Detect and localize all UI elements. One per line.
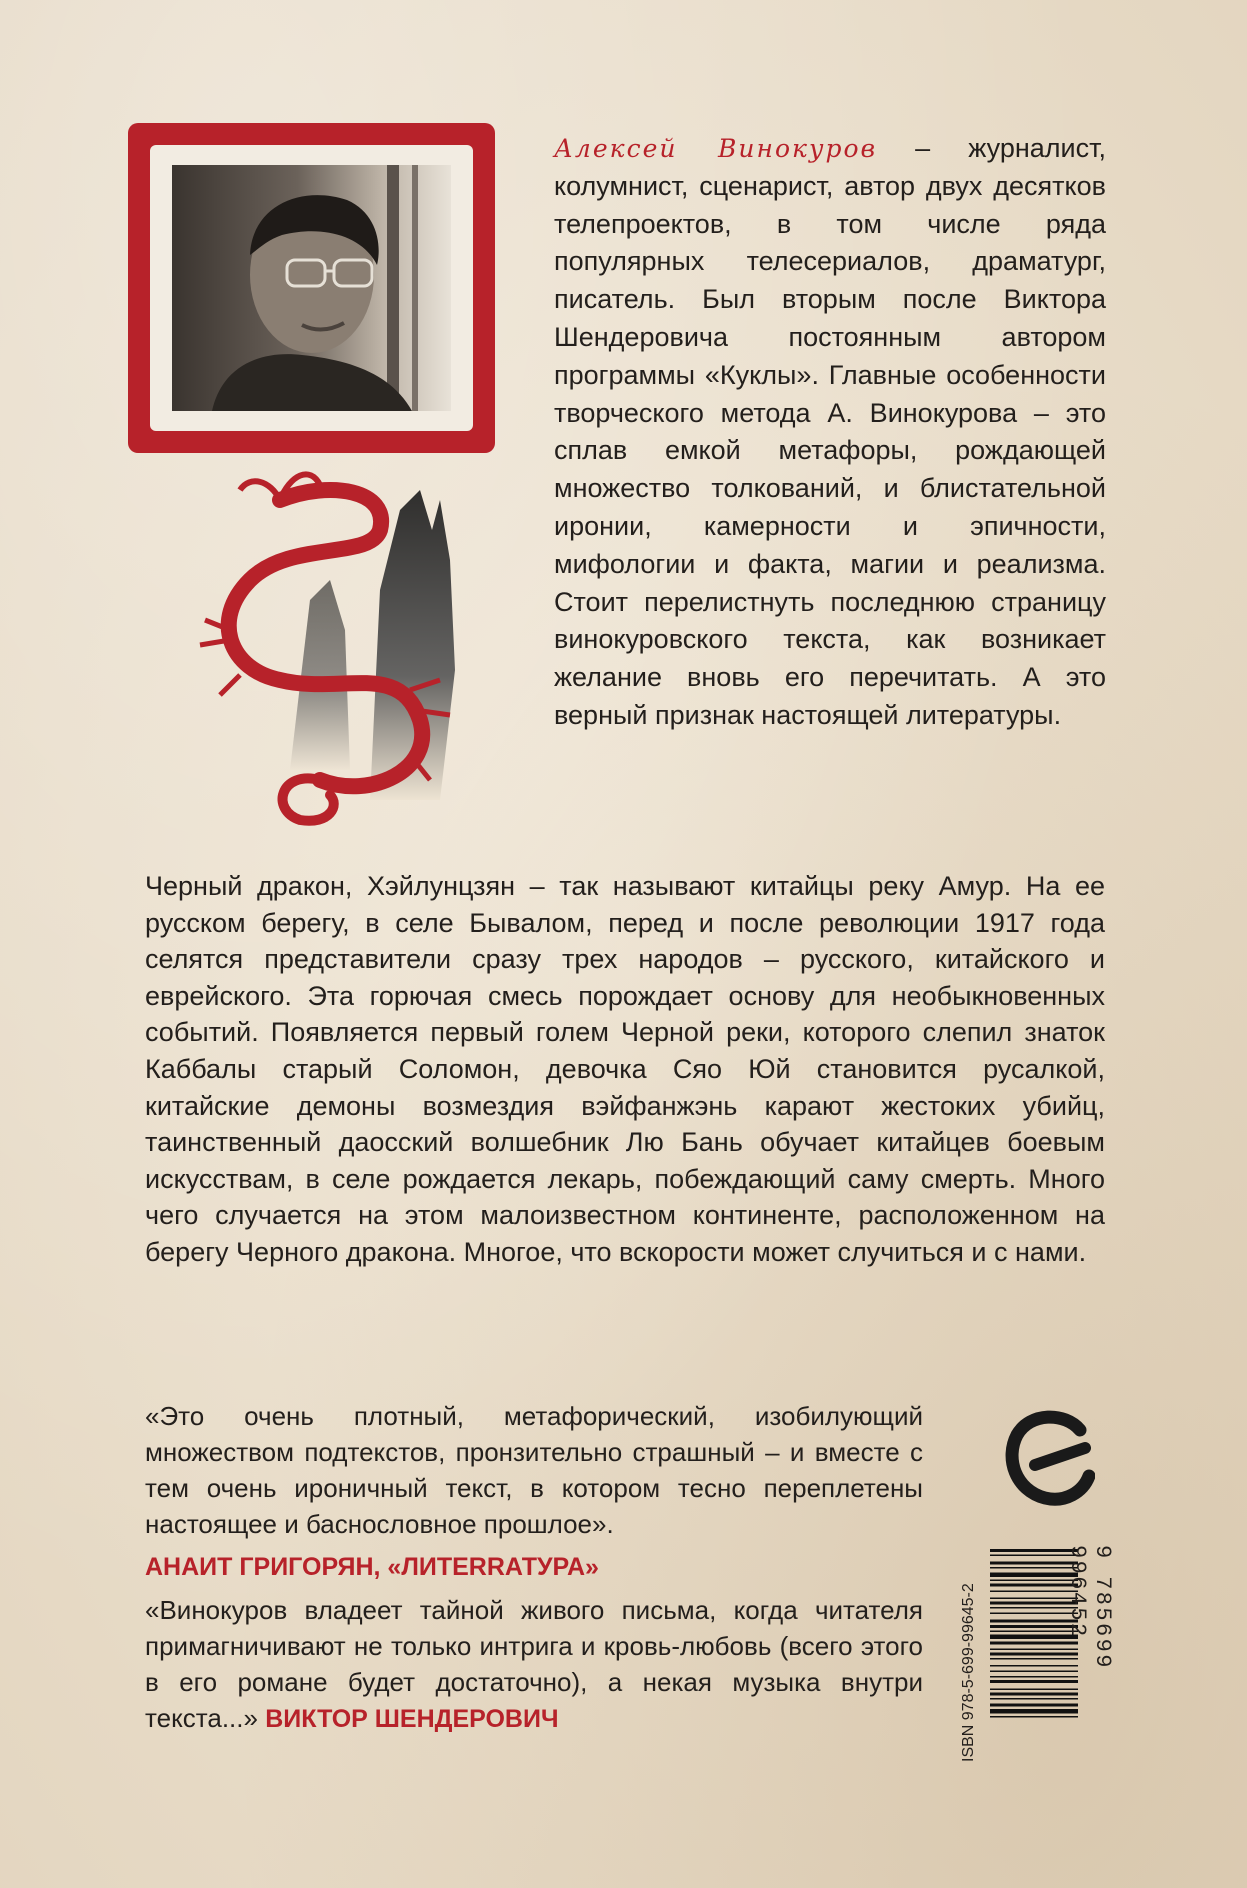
- barcode-bar: [990, 1689, 1078, 1691]
- author-name: Алексей Винокуров: [554, 134, 878, 163]
- barcode-bar: [990, 1665, 1078, 1667]
- author-photo-frame: [128, 123, 495, 453]
- barcode-bar: [990, 1716, 1078, 1718]
- review-quote-1-source: АНАИТ ГРИГОРЯН, «ЛИТЕRRАТУРА»: [145, 1553, 599, 1581]
- barcode-bar: [990, 1709, 1078, 1714]
- red-dragon-icon: [170, 470, 500, 830]
- author-bio-text: – журналист, колумнист, сценарист, автор двух десятков телепроектов, в том числе ряда популярных телесериалов, драматург, писатель. Был вторым после Виктора Шендеровича постоянным автором программы «Куклы». Главные особенности творческого метода А. Винокурова – это сплав емкой метафоры, рождающей множество толкований, и блистательной иронии, камерности и эпичности, мифологии и факта, магии и реализма. Стоит перелистнуть последнюю страницу винокуровского текста, как возникает желание вновь его перечитать. А это верный признак настоящей литературы.: [554, 133, 1106, 730]
- barcode-bar: [990, 1658, 1078, 1660]
- barcode-bar: [990, 1704, 1078, 1707]
- author-bio: [554, 130, 1106, 735]
- barcode-bar: [990, 1671, 1078, 1673]
- review-quote-1: «Это очень плотный, метафорический, изобилующий множеством подтекстов, пронзительно страшный – и вместе с тем очень ироничный текст, в котором тесно переплетены настоящее и баснословное прошлое».: [145, 1401, 923, 1539]
- isbn-label: ISBN 978-5-699-99645-2: [960, 1583, 977, 1762]
- barcode-bar: [990, 1698, 1078, 1700]
- eksmo-logo-icon: [1005, 1410, 1095, 1510]
- author-photo: [172, 165, 451, 411]
- barcode-digits: 9 785699 996452: [1065, 1545, 1115, 1670]
- barcode-bar: [990, 1676, 1078, 1678]
- barcode-bar: [990, 1653, 1078, 1656]
- author-photo-mat: [150, 145, 473, 431]
- review-quote-2-source: ВИКТОР ШЕНДЕРОВИЧ: [265, 1705, 559, 1733]
- barcode-bar: [990, 1693, 1078, 1696]
- barcode-bar: [990, 1680, 1078, 1683]
- review-quote-2: [145, 1592, 923, 1737]
- book-synopsis: Черный дракон, Хэйлунцзян – так называют китайцы реку Амур. На ее русском берегу, в селе Бывалом, перед и после революции 1917 года селятся представители сразу трех народов – русского, китайского и еврейского. Эта горючая смесь порождает основу для необыкновенных событий. Появляется первый голем Черной реки, которого слепил знаток Каббалы старый Соломон, девочка Сяо Юй становится русалкой, китайские демоны возмездия вэйфанжэнь карают жестоких убийц, таинственный даосский волшебник Лю Бань обучает китайцев боевым искусствам, в селе рождается лекарь, побеждающий саму смерть. Много чего случается на этом малоизвестном континенте, расположенном на берегу Черного дракона. Многое, что вскорости может случиться и с нами.: [145, 871, 1105, 1267]
- review-quote-2-text: «Винокуров владеет тайной живого письма, когда читателя примагничивают не только интрига и кровь-любовь (всего этого в его романе будет достаточно), а некая музыка внутри текста...»: [145, 1595, 923, 1733]
- barcode-bar: [990, 1649, 1078, 1651]
- barcode-bar: [990, 1642, 1078, 1645]
